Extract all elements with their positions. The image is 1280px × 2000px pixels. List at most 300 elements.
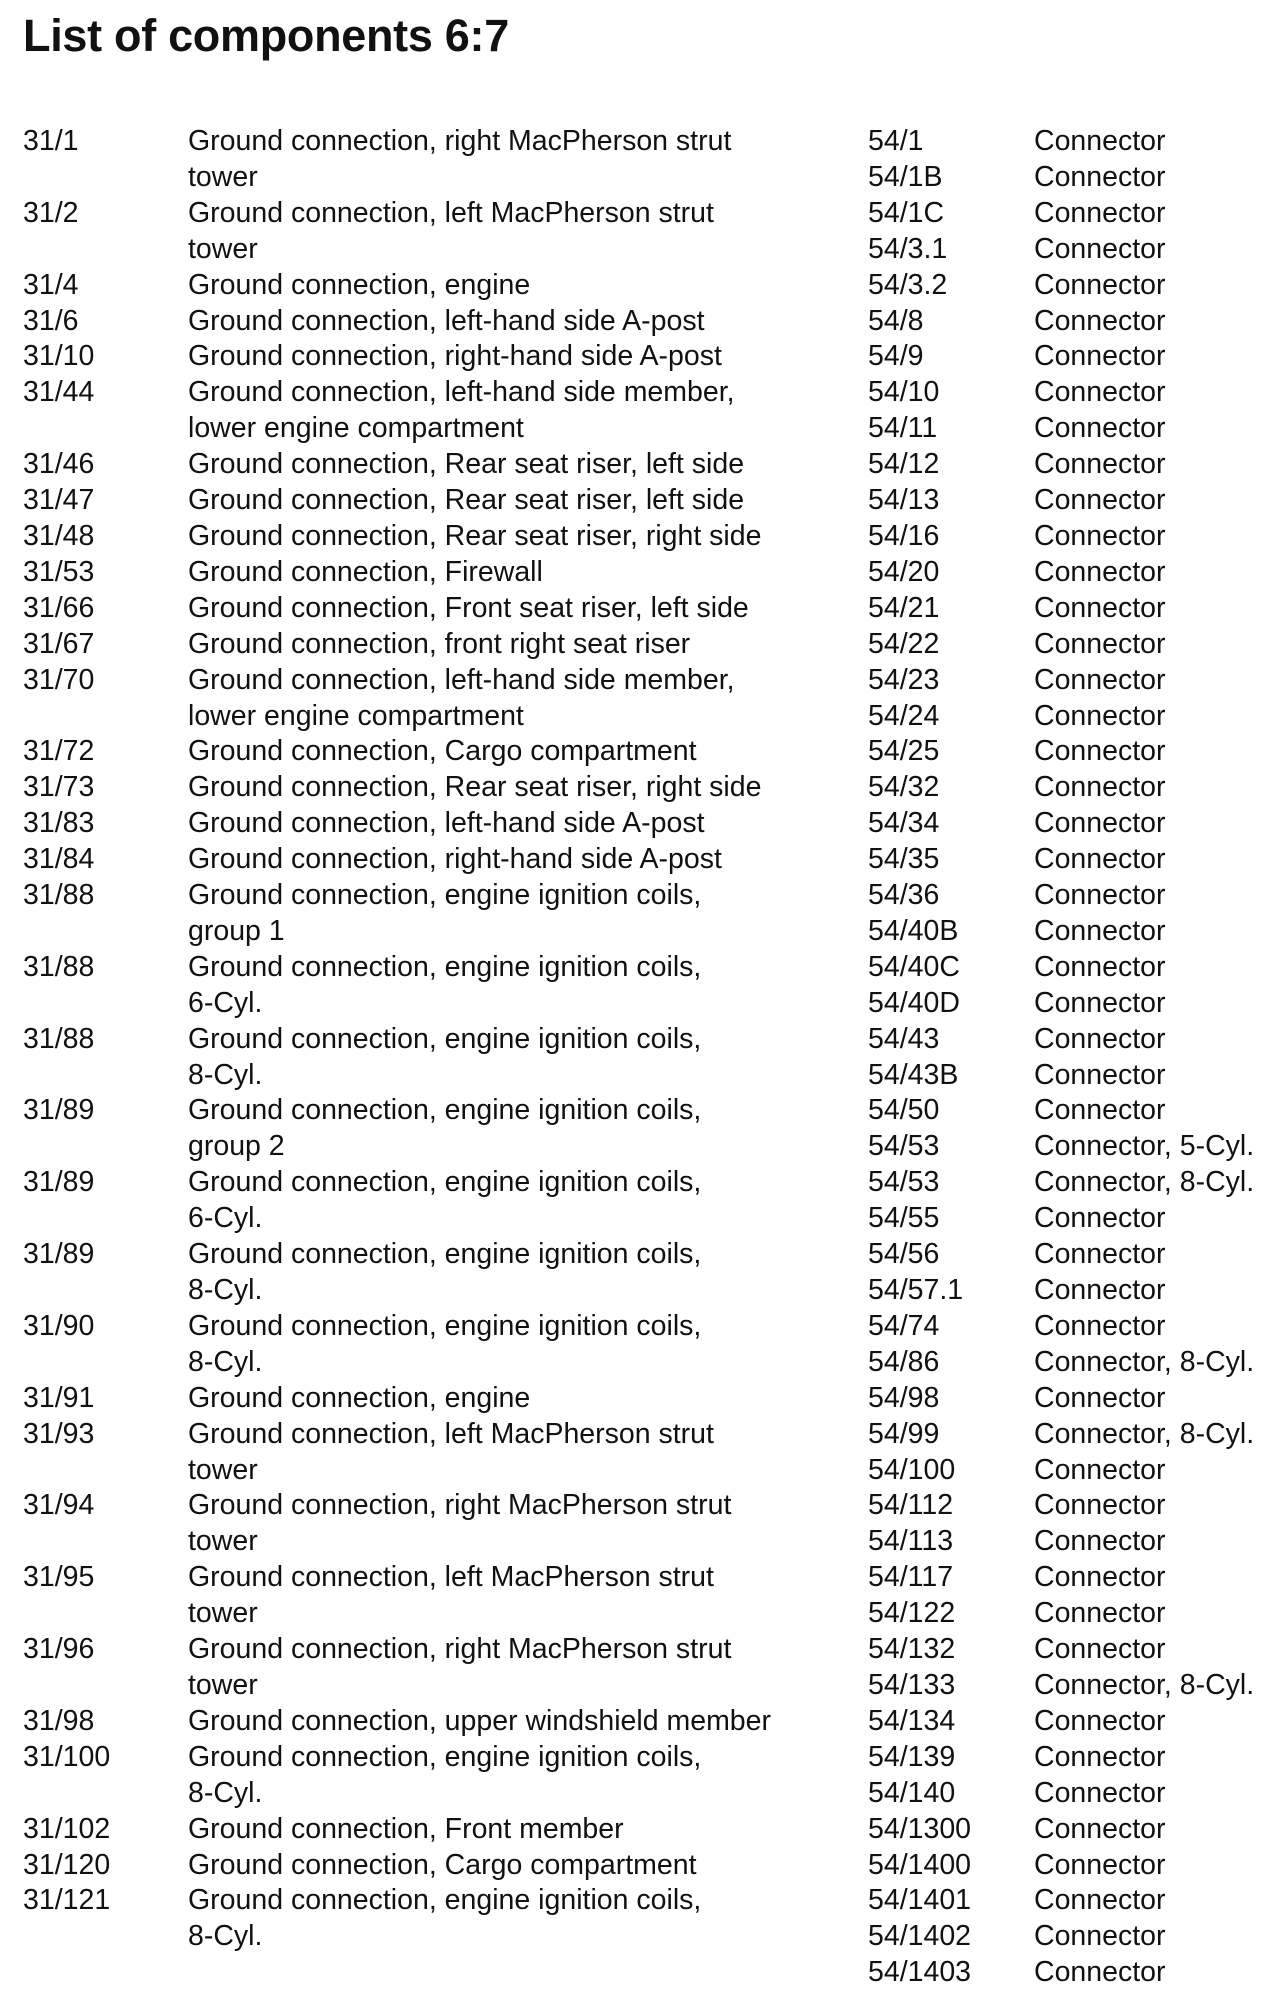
list-item <box>868 734 1280 770</box>
component-description: Connector <box>1034 519 1166 552</box>
description-line: tower <box>188 1597 258 1630</box>
description-line: Ground connection, engine ignition coils, <box>188 950 702 983</box>
component-description: Connector <box>1034 1740 1166 1773</box>
ground-connections-list <box>23 124 823 1955</box>
component-description <box>188 555 808 591</box>
list-item <box>868 304 1280 340</box>
component-code: 54/140 <box>868 1776 956 1809</box>
component-code: 54/50 <box>868 1094 940 1127</box>
description-line: 8-Cyl. <box>188 1345 263 1378</box>
description-line: lower engine compartment <box>188 412 524 445</box>
list-item <box>23 806 823 842</box>
component-description: Connector, 8-Cyl. <box>1034 1345 1255 1378</box>
description-line: tower <box>188 1525 258 1558</box>
list-item <box>868 914 1280 950</box>
component-description: Connector <box>1034 1776 1166 1809</box>
description-line: 6-Cyl. <box>188 1202 263 1235</box>
component-code: 31/53 <box>23 555 95 588</box>
list-item <box>868 447 1280 483</box>
list-item <box>868 1632 1280 1668</box>
list-item <box>868 196 1280 232</box>
list-item <box>868 627 1280 663</box>
list-item <box>868 555 1280 591</box>
component-code: 54/1C <box>868 196 945 229</box>
component-code: 31/88 <box>23 950 95 983</box>
component-code: 54/34 <box>868 807 940 840</box>
description-line: group 1 <box>188 914 285 947</box>
component-code: 54/3.2 <box>868 268 948 301</box>
component-code: 54/12 <box>868 448 940 481</box>
component-description <box>188 1165 808 1237</box>
component-description: Connector <box>1034 986 1166 1019</box>
component-code: 31/121 <box>23 1884 111 1917</box>
component-code: 54/32 <box>868 771 940 804</box>
description-line: Ground connection, left-hand side member, <box>188 376 735 409</box>
component-description: Connector <box>1034 1094 1166 1127</box>
list-item <box>868 1201 1280 1237</box>
component-code: 54/57.1 <box>868 1274 964 1306</box>
component-code: 54/134 <box>868 1704 956 1737</box>
description-line: Ground connection, engine ignition coils, <box>188 1094 702 1127</box>
component-description: Connector <box>1034 1848 1166 1881</box>
list-item <box>868 160 1280 196</box>
description-line: Ground connection, right-hand side A-post <box>188 340 722 373</box>
list-item <box>23 1381 823 1417</box>
component-code: 31/89 <box>23 1238 95 1271</box>
list-item <box>868 1058 1280 1094</box>
component-code: 54/1B <box>868 160 943 193</box>
list-item <box>868 878 1280 914</box>
component-description <box>188 124 808 196</box>
component-description <box>188 1883 808 1955</box>
component-description: Connector <box>1034 1381 1166 1414</box>
component-code: 54/40C <box>868 950 960 983</box>
description-line: Ground connection, engine ignition coils, <box>188 879 702 912</box>
component-code: 54/3.1 <box>868 232 948 265</box>
component-code: 31/46 <box>23 448 95 481</box>
description-line: tower <box>188 160 258 193</box>
component-description: Connector <box>1034 843 1166 876</box>
component-code: 54/132 <box>868 1633 956 1666</box>
component-description: Connector <box>1034 1597 1166 1630</box>
list-item <box>868 1919 1280 1955</box>
component-description: Connector <box>1034 340 1166 373</box>
component-description: Connector, 8-Cyl. <box>1034 1417 1255 1450</box>
list-item <box>23 1165 823 1237</box>
component-code: 31/1 <box>23 125 79 157</box>
list-item <box>23 555 823 591</box>
component-description: Connector <box>1034 125 1166 157</box>
component-code: 54/13 <box>868 484 940 517</box>
list-item <box>868 1417 1280 1453</box>
list-item <box>868 1524 1280 1560</box>
component-description <box>188 375 808 447</box>
component-code: 54/1403 <box>868 1956 972 1989</box>
description-line: Ground connection, Cargo compartment <box>188 735 697 768</box>
list-item <box>23 591 823 627</box>
list-item <box>23 1237 823 1309</box>
description-line: Ground connection, Front member <box>188 1812 624 1845</box>
component-code: 54/55 <box>868 1202 940 1235</box>
component-code: 31/84 <box>23 843 95 876</box>
component-description: Connector <box>1034 1058 1166 1091</box>
description-line: Ground connection, engine ignition coils, <box>188 1238 702 1271</box>
list-item <box>868 1812 1280 1848</box>
list-item <box>868 1883 1280 1919</box>
list-item <box>868 519 1280 555</box>
description-line: Ground connection, right MacPherson strut <box>188 125 732 157</box>
description-line: Ground connection, engine <box>188 1381 531 1414</box>
description-line: Ground connection, Firewall <box>188 555 543 588</box>
component-code: 54/112 <box>868 1489 954 1522</box>
description-line: Ground connection, engine ignition coils, <box>188 1740 702 1773</box>
component-description <box>188 1740 808 1812</box>
list-item <box>868 591 1280 627</box>
component-description: Connector, 5-Cyl. <box>1034 1130 1255 1163</box>
component-description: Connector <box>1034 1812 1166 1845</box>
list-item <box>868 1776 1280 1812</box>
list-item <box>868 1165 1280 1201</box>
component-code: 54/98 <box>868 1381 940 1414</box>
component-code: 31/67 <box>23 627 95 660</box>
description-line: tower <box>188 1668 258 1701</box>
description-line: Ground connection, right MacPherson strut <box>188 1633 732 1666</box>
component-description: Connector <box>1034 448 1166 481</box>
component-description <box>188 1560 808 1632</box>
component-code: 54/1300 <box>868 1812 972 1845</box>
component-description: Connector <box>1034 1920 1166 1953</box>
component-description: Connector <box>1034 376 1166 409</box>
component-description <box>188 734 808 770</box>
list-item <box>868 1309 1280 1345</box>
description-line: Ground connection, right-hand side A-post <box>188 843 722 876</box>
description-line: 8-Cyl. <box>188 1274 263 1306</box>
component-code: 54/8 <box>868 304 924 337</box>
component-description: Connector <box>1034 1202 1166 1235</box>
component-code: 54/139 <box>868 1740 956 1773</box>
component-code: 54/99 <box>868 1417 940 1450</box>
list-item <box>23 770 823 806</box>
component-description: Connector <box>1034 950 1166 983</box>
component-code: 54/25 <box>868 735 940 768</box>
component-code: 31/83 <box>23 807 95 840</box>
component-description <box>188 1488 808 1560</box>
list-item <box>868 1596 1280 1632</box>
component-description <box>188 663 808 735</box>
list-item <box>868 268 1280 304</box>
list-item <box>868 1453 1280 1489</box>
component-code: 54/9 <box>868 340 924 373</box>
component-code: 31/4 <box>23 268 79 301</box>
component-description: Connector <box>1034 627 1166 660</box>
component-description: Connector <box>1034 699 1166 732</box>
component-code: 31/90 <box>23 1309 95 1342</box>
component-description: Connector <box>1034 1704 1166 1737</box>
component-description <box>188 1632 808 1704</box>
list-item <box>23 842 823 878</box>
component-description <box>188 483 808 519</box>
component-code: 54/1402 <box>868 1920 972 1953</box>
description-line: Ground connection, Cargo compartment <box>188 1848 697 1881</box>
component-code: 54/11 <box>868 412 938 445</box>
list-item <box>23 1488 823 1560</box>
component-description: Connector <box>1034 412 1166 445</box>
component-description: Connector <box>1034 914 1166 947</box>
component-code: 54/113 <box>868 1525 954 1558</box>
component-description: Connector <box>1034 663 1166 696</box>
component-code: 31/89 <box>23 1094 95 1127</box>
component-code: 54/117 <box>868 1561 954 1594</box>
description-line: Ground connection, Front seat riser, left side <box>188 591 749 624</box>
list-item <box>23 1883 823 1955</box>
list-item <box>868 1740 1280 1776</box>
component-description: Connector <box>1034 807 1166 840</box>
component-code: 54/56 <box>868 1238 940 1271</box>
list-item <box>868 411 1280 447</box>
list-item <box>23 1704 823 1740</box>
list-item <box>868 1668 1280 1704</box>
list-item <box>868 339 1280 375</box>
description-line: Ground connection, engine ignition coils, <box>188 1884 702 1917</box>
list-item <box>23 734 823 770</box>
component-code: 31/88 <box>23 879 95 912</box>
description-line: Ground connection, left-hand side member, <box>188 663 735 696</box>
component-code: 54/1400 <box>868 1848 972 1881</box>
component-code: 54/40B <box>868 914 959 947</box>
component-description <box>188 304 808 340</box>
component-code: 31/6 <box>23 304 79 337</box>
list-item <box>868 232 1280 268</box>
description-line: Ground connection, left-hand side A-post <box>188 807 705 840</box>
component-description: Connector, 8-Cyl. <box>1034 1668 1255 1701</box>
list-item <box>868 1704 1280 1740</box>
list-item <box>868 663 1280 699</box>
component-code: 54/1401 <box>868 1884 972 1917</box>
list-item <box>23 1093 823 1165</box>
list-item <box>23 339 823 375</box>
page-title: List of components 6:7 <box>23 10 509 61</box>
list-item <box>868 124 1280 160</box>
description-line: Ground connection, Rear seat riser, right side <box>188 519 762 552</box>
description-line: group 2 <box>188 1130 285 1163</box>
component-code: 54/10 <box>868 376 940 409</box>
component-description: Connector <box>1034 1633 1166 1666</box>
description-line: Ground connection, left-hand side A-post <box>188 304 705 337</box>
list-item <box>23 1309 823 1381</box>
component-description <box>188 878 808 950</box>
component-description: Connector <box>1034 1309 1166 1342</box>
component-description: Connector <box>1034 1274 1166 1306</box>
component-description <box>188 950 808 1022</box>
component-code: 31/2 <box>23 196 79 229</box>
list-item <box>868 842 1280 878</box>
description-line: Ground connection, left MacPherson strut <box>188 1417 714 1450</box>
component-description: Connector <box>1034 555 1166 588</box>
component-description <box>188 1093 808 1165</box>
component-code: 31/120 <box>23 1848 111 1881</box>
component-description <box>188 447 808 483</box>
list-item <box>23 124 823 196</box>
list-item <box>23 196 823 268</box>
component-code: 31/98 <box>23 1704 95 1737</box>
component-description <box>188 842 808 878</box>
component-code: 54/43B <box>868 1058 959 1091</box>
component-description: Connector <box>1034 160 1166 193</box>
component-code: 31/89 <box>23 1166 95 1199</box>
component-description <box>188 806 808 842</box>
description-line: Ground connection, left MacPherson strut <box>188 1561 714 1594</box>
component-code: 54/22 <box>868 627 940 660</box>
component-code: 54/36 <box>868 879 940 912</box>
list-item <box>23 1632 823 1704</box>
component-code: 31/73 <box>23 771 95 804</box>
component-code: 54/43 <box>868 1022 940 1055</box>
component-description: Connector <box>1034 196 1166 229</box>
component-description: Connector <box>1034 735 1166 768</box>
component-code: 54/24 <box>868 699 940 732</box>
component-code: 31/96 <box>23 1633 95 1666</box>
list-item <box>23 1022 823 1094</box>
component-description <box>188 770 808 806</box>
description-line: 6-Cyl. <box>188 986 263 1019</box>
component-code: 54/86 <box>868 1345 940 1378</box>
connectors-list <box>868 124 1280 1991</box>
component-description <box>188 1309 808 1381</box>
component-description <box>188 1704 808 1740</box>
list-item <box>868 1381 1280 1417</box>
description-line: Ground connection, engine ignition coils, <box>188 1022 702 1055</box>
component-description: Connector <box>1034 304 1166 337</box>
description-line: lower engine compartment <box>188 699 524 732</box>
component-code: 54/133 <box>868 1668 956 1701</box>
component-code: 54/20 <box>868 555 940 588</box>
component-code: 31/95 <box>23 1561 95 1594</box>
description-line: Ground connection, engine ignition coils, <box>188 1309 702 1342</box>
description-line: 8-Cyl. <box>188 1058 263 1091</box>
component-description: Connector, 8-Cyl. <box>1034 1166 1255 1199</box>
component-description <box>188 1417 808 1489</box>
component-description: Connector <box>1034 1561 1166 1594</box>
list-item <box>23 663 823 735</box>
component-code: 31/70 <box>23 663 95 696</box>
list-item <box>23 950 823 1022</box>
component-description: Connector <box>1034 1525 1166 1558</box>
component-code: 31/47 <box>23 484 95 517</box>
component-code: 31/94 <box>23 1489 95 1522</box>
component-description: Connector <box>1034 268 1166 301</box>
list-item <box>23 304 823 340</box>
component-description <box>188 1022 808 1094</box>
component-description: Connector <box>1034 1884 1166 1917</box>
list-item <box>868 699 1280 735</box>
list-item <box>868 1848 1280 1884</box>
component-code: 31/72 <box>23 735 95 768</box>
component-description <box>188 1237 808 1309</box>
list-item <box>23 268 823 304</box>
list-item <box>868 1093 1280 1129</box>
component-code: 54/100 <box>868 1453 956 1486</box>
component-code: 54/53 <box>868 1130 940 1163</box>
component-description <box>188 1381 808 1417</box>
component-code: 31/44 <box>23 376 95 409</box>
component-code: 54/1 <box>868 125 924 157</box>
component-description: Connector <box>1034 771 1166 804</box>
description-line: Ground connection, engine <box>188 268 531 301</box>
component-description: Connector <box>1034 1453 1166 1486</box>
component-code: 31/91 <box>23 1381 95 1414</box>
list-item <box>868 1345 1280 1381</box>
list-item <box>23 1560 823 1632</box>
component-description: Connector <box>1034 879 1166 912</box>
description-line: Ground connection, Rear seat riser, left side <box>188 448 745 481</box>
component-code: 54/53 <box>868 1166 940 1199</box>
component-code: 31/93 <box>23 1417 95 1450</box>
description-line: Ground connection, Rear seat riser, left side <box>188 484 745 517</box>
list-item <box>23 375 823 447</box>
list-item <box>868 1488 1280 1524</box>
component-description <box>188 1812 808 1848</box>
list-item <box>868 483 1280 519</box>
component-code: 31/66 <box>23 591 95 624</box>
component-description: Connector <box>1034 1022 1166 1055</box>
list-item <box>23 1740 823 1812</box>
list-item <box>23 1848 823 1884</box>
list-item <box>868 770 1280 806</box>
component-description <box>188 339 808 375</box>
list-item <box>868 1237 1280 1273</box>
description-line: 8-Cyl. <box>188 1920 263 1953</box>
component-code: 54/21 <box>868 591 940 624</box>
component-description: Connector <box>1034 1238 1166 1271</box>
component-description <box>188 1848 808 1884</box>
component-description: Connector <box>1034 1956 1166 1989</box>
component-description: Connector <box>1034 232 1166 265</box>
component-code: 54/40D <box>868 986 960 1019</box>
component-description: Connector <box>1034 484 1166 517</box>
description-line: tower <box>188 232 258 265</box>
component-description <box>188 268 808 304</box>
list-item <box>868 1022 1280 1058</box>
component-description <box>188 196 808 268</box>
component-code: 54/35 <box>868 843 940 876</box>
list-item <box>23 627 823 663</box>
description-line: tower <box>188 1453 258 1486</box>
component-description <box>188 627 808 663</box>
component-code: 31/100 <box>23 1740 111 1773</box>
list-item <box>23 447 823 483</box>
description-line: Ground connection, Rear seat riser, right side <box>188 771 762 804</box>
component-code: 31/102 <box>23 1812 111 1845</box>
list-item <box>23 878 823 950</box>
list-item <box>868 986 1280 1022</box>
list-item <box>868 1955 1280 1991</box>
description-line: Ground connection, right MacPherson strut <box>188 1489 732 1522</box>
description-line: 8-Cyl. <box>188 1776 263 1809</box>
component-code: 54/122 <box>868 1597 956 1630</box>
component-description <box>188 519 808 555</box>
list-item <box>868 1273 1280 1309</box>
list-item <box>23 1417 823 1489</box>
list-item <box>23 1812 823 1848</box>
list-item <box>23 519 823 555</box>
description-line: Ground connection, front right seat riser <box>188 627 691 660</box>
component-code: 31/10 <box>23 340 95 373</box>
component-code: 54/23 <box>868 663 940 696</box>
list-item <box>868 1560 1280 1596</box>
component-code: 31/88 <box>23 1022 95 1055</box>
list-item <box>868 375 1280 411</box>
description-line: Ground connection, engine ignition coils, <box>188 1166 702 1199</box>
